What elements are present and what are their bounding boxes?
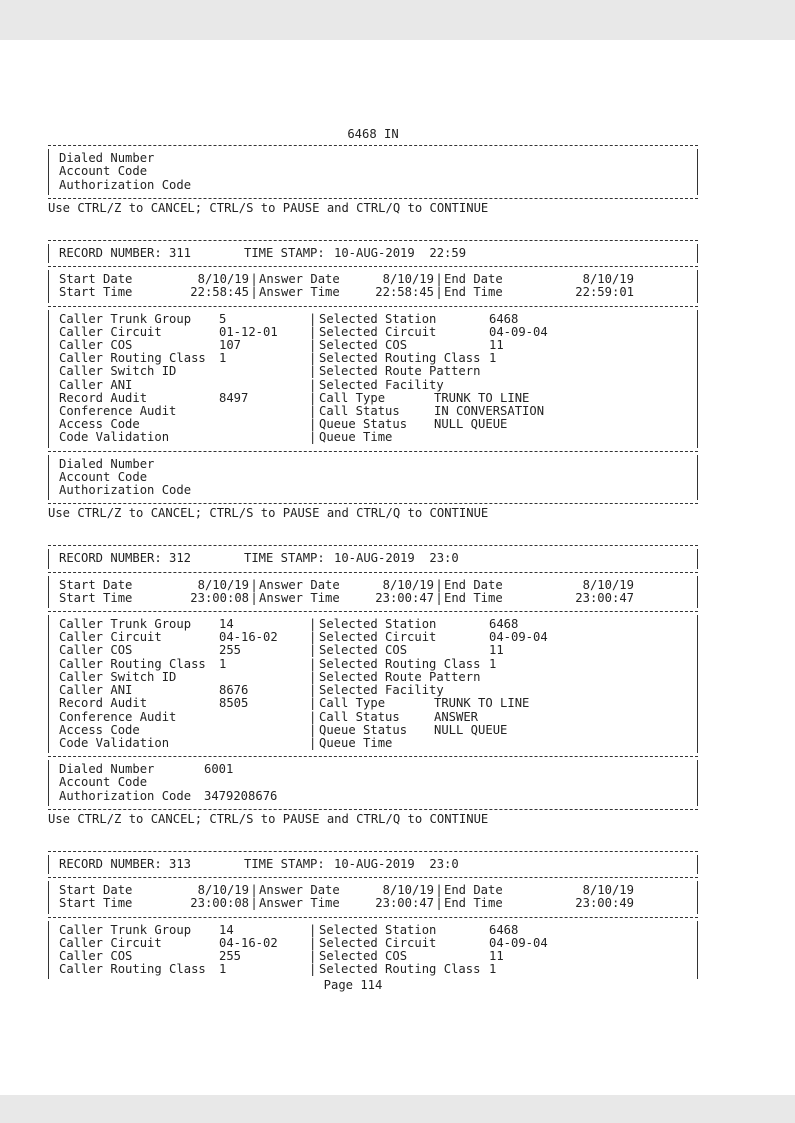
caller-field-label: Caller Routing Class (59, 351, 206, 366)
selected-field-value: NULL QUEUE (434, 722, 508, 737)
separator: | (309, 430, 317, 445)
field-row (59, 937, 687, 950)
rule (48, 451, 698, 452)
field-row (59, 924, 687, 937)
selected-field-value: 1 (489, 351, 497, 366)
selected-field-value: IN CONVERSATION (434, 404, 545, 419)
caller-field-label: Caller Circuit (59, 935, 162, 950)
selected-field-label: Queue Status (319, 722, 408, 737)
end_date-value: 8/10/19 (582, 577, 634, 592)
start_time-value: 22:58:45 (190, 285, 249, 300)
record-header-box (48, 855, 698, 874)
separator: | (309, 722, 317, 737)
selected-field-label: Selected Station (319, 922, 437, 937)
separator: | (309, 683, 317, 698)
record-number-label: RECORD NUMBER: (59, 551, 162, 566)
dates-box (48, 576, 698, 608)
fields-box (48, 310, 698, 448)
separator: | (309, 364, 317, 379)
start_time-label: Start Time (59, 285, 133, 300)
end_date-value: 8/10/19 (582, 272, 634, 287)
caller-field-value: 8497 (219, 390, 249, 405)
selected-field-label: Selected Route Pattern (319, 669, 481, 684)
record-number-label: RECORD NUMBER: (59, 856, 162, 871)
caller-field-label: Caller Trunk Group (59, 617, 192, 632)
caller-field-value: 8505 (219, 696, 249, 711)
page-number: Page 114 (323, 978, 383, 993)
start_date-value: 8/10/19 (197, 883, 249, 898)
selected-field-value: 6468 (489, 311, 519, 326)
field-row (59, 658, 687, 671)
caller-field-label: Caller Circuit (59, 630, 162, 645)
selected-field-label: Queue Status (319, 417, 408, 432)
caller-field-value: 01-12-01 (219, 324, 278, 339)
selected-field-value: TRUNK TO LINE (434, 696, 530, 711)
selected-field-value (489, 365, 559, 378)
selected-field-label: Selected Station (319, 617, 437, 632)
caller-field-label: Caller Switch ID (59, 669, 177, 684)
caller-field-value (219, 431, 309, 444)
separator: | (435, 883, 443, 898)
selected-field-value: 11 (489, 643, 504, 658)
field-row (59, 711, 687, 724)
separator: | (309, 324, 317, 339)
caller-field-label: Access Code (59, 722, 140, 737)
report-header: 6468 IN (347, 127, 399, 141)
account-code-label: Account Code (59, 469, 148, 484)
record-number-label: RECORD NUMBER: (59, 246, 162, 261)
separator: | (309, 311, 317, 326)
selected-field-value: 04-09-04 (489, 935, 548, 950)
start_date-label: Start Date (59, 272, 133, 287)
selected-field-label: Call Status (319, 404, 400, 419)
separator: | (309, 617, 317, 632)
selected-field-label: Selected Station (319, 311, 437, 326)
caller-field-label: Record Audit (59, 696, 148, 711)
record-header (59, 247, 687, 260)
caller-field-value (219, 418, 309, 431)
rule (48, 877, 698, 878)
caller-field-label: Caller Trunk Group (59, 922, 192, 937)
end_time-label: End Time (444, 590, 503, 605)
separator: | (309, 922, 317, 937)
start_date-label: Start Date (59, 577, 133, 592)
caller-field-label: Caller Routing Class (59, 656, 206, 671)
time-stamp-value: 10-AUG-2019 22:59 (334, 246, 467, 261)
auth-row (59, 790, 687, 803)
selected-field-label: Selected COS (319, 338, 408, 353)
record-gap (48, 830, 698, 848)
report-body (48, 128, 698, 993)
dialed-row (59, 763, 687, 776)
answer_date-label: Answer Date (259, 272, 340, 287)
auth-row (59, 484, 687, 497)
separator: | (309, 630, 317, 645)
caller-field-label: Caller COS (59, 948, 133, 963)
caller-field-label: Caller ANI (59, 683, 133, 698)
selected-field-value (434, 431, 679, 444)
caller-field-value: 107 (219, 338, 242, 353)
separator: | (435, 272, 443, 287)
start_date-label: Start Date (59, 883, 133, 898)
selected-field-value: 11 (489, 338, 504, 353)
dialed-block-top (48, 149, 698, 195)
selected-field-value: NULL QUEUE (434, 417, 508, 432)
dialed-number-value: 6001 (204, 762, 234, 777)
separator: | (309, 656, 317, 671)
caller-field-value (219, 737, 309, 750)
selected-field-label: Selected COS (319, 643, 408, 658)
selected-field-label: Selected Routing Class (319, 351, 481, 366)
field-row (59, 697, 687, 710)
caller-field-value: 14 (219, 922, 234, 937)
start_time-label: Start Time (59, 590, 133, 605)
rule (48, 240, 698, 241)
field-row (59, 365, 687, 378)
dialed-number-label: Dialed Number (59, 456, 155, 471)
caller-field-label: Access Code (59, 417, 140, 432)
selected-field-value: 6468 (489, 922, 519, 937)
field-row (59, 644, 687, 657)
caller-field-label: Code Validation (59, 735, 170, 750)
separator: | (309, 404, 317, 419)
separator: | (309, 709, 317, 724)
selected-field-value: 6468 (489, 617, 519, 632)
end_date-label: End Date (444, 577, 503, 592)
end_time-label: End Time (444, 896, 503, 911)
ctrl-instructions: Use CTRL/Z to CANCEL; CTRL/S to PAUSE and CTRL/Q to CONTINUE (48, 811, 489, 826)
caller-field-value: 8676 (219, 683, 249, 698)
answer_date-value: 8/10/19 (382, 577, 434, 592)
selected-field-label: Selected COS (319, 948, 408, 963)
separator: | (250, 272, 258, 287)
caller-field-label: Caller Routing Class (59, 962, 206, 977)
caller-field-label: Record Audit (59, 390, 148, 405)
dialed-block (48, 455, 698, 501)
rule (48, 306, 698, 307)
selected-field-value: 1 (489, 962, 497, 977)
end_time-label: End Time (444, 285, 503, 300)
separator: | (250, 896, 258, 911)
caller-field-value (219, 711, 309, 724)
caller-field-value (219, 365, 309, 378)
account-code-label: Account Code (59, 164, 148, 179)
end_time-value: 23:00:49 (575, 896, 634, 911)
selected-field-value: 11 (489, 948, 504, 963)
time-stamp-value: 10-AUG-2019 23:0 (334, 856, 459, 871)
caller-field-label: Caller Switch ID (59, 364, 177, 379)
selected-field-value: TRUNK TO LINE (434, 390, 530, 405)
field-row (59, 313, 687, 326)
end_time-value: 22:59:01 (575, 285, 634, 300)
start_time-label: Start Time (59, 896, 133, 911)
separator: | (250, 590, 258, 605)
separator: | (435, 590, 443, 605)
dates-row (59, 592, 687, 605)
caller-field-value (219, 724, 309, 737)
start_date-value: 8/10/19 (197, 272, 249, 287)
answer_time-label: Answer Time (259, 896, 340, 911)
caller-field-value: 1 (219, 656, 227, 671)
rule (48, 611, 698, 612)
separator: | (309, 643, 317, 658)
caller-field-value: 04-16-02 (219, 935, 278, 950)
time-stamp-label: TIME STAMP: (244, 246, 325, 261)
selected-field-value: ANSWER (434, 709, 479, 724)
dialed-row (59, 458, 687, 471)
caller-field-value: 14 (219, 617, 234, 632)
caller-field-label: Caller ANI (59, 377, 133, 392)
caller-field-label: Caller COS (59, 338, 133, 353)
field-row (59, 963, 687, 976)
selected-field-label: Queue Time (319, 430, 393, 445)
record-header (59, 552, 687, 565)
rule (48, 572, 698, 573)
caller-field-value (219, 379, 309, 392)
record-number-value: 312 (169, 551, 192, 566)
dates-box (48, 270, 698, 302)
selected-field-label: Selected Facility (319, 683, 444, 698)
field-row (59, 431, 687, 444)
caller-field-label: Conference Audit (59, 709, 177, 724)
selected-field-label: Selected Facility (319, 377, 444, 392)
time-stamp-value: 10-AUG-2019 23:0 (334, 551, 459, 566)
fields-box (48, 921, 698, 980)
rule (48, 917, 698, 918)
separator: | (250, 577, 258, 592)
ctrl-instructions: Use CTRL/Z to CANCEL; CTRL/S to PAUSE and CTRL/Q to CONTINUE (48, 200, 489, 215)
authorization-code-label: Authorization Code (59, 788, 192, 803)
selected-field-label: Selected Route Pattern (319, 364, 481, 379)
selected-field-label: Call Type (319, 390, 386, 405)
separator: | (309, 735, 317, 750)
separator: | (309, 669, 317, 684)
dates-row (59, 579, 687, 592)
separator: | (309, 351, 317, 366)
separator: | (309, 377, 317, 392)
page-sheet (0, 40, 795, 1095)
ctrl-instructions: Use CTRL/Z to CANCEL; CTRL/S to PAUSE and CTRL/Q to CONTINUE (48, 506, 489, 521)
caller-field-value: 1 (219, 962, 227, 977)
caller-field-value: 255 (219, 948, 242, 963)
rule (48, 756, 698, 757)
selected-field-label: Selected Circuit (319, 324, 437, 339)
field-row (59, 737, 687, 750)
separator: | (309, 948, 317, 963)
end_date-value: 8/10/19 (582, 883, 634, 898)
separator: | (435, 896, 443, 911)
rule (48, 809, 698, 810)
dates-row (59, 286, 687, 299)
time-stamp-label: TIME STAMP: (244, 856, 325, 871)
selected-field-label: Selected Routing Class (319, 656, 481, 671)
caller-field-value (219, 405, 309, 418)
selected-field-value: 04-09-04 (489, 630, 548, 645)
record-header-box (48, 244, 698, 263)
caller-field-label: Code Validation (59, 430, 170, 445)
answer_time-value: 23:00:47 (375, 896, 434, 911)
start_time-value: 23:00:08 (190, 590, 249, 605)
selected-field-label: Call Status (319, 709, 400, 724)
caller-field-label: Caller COS (59, 643, 133, 658)
rule (48, 503, 698, 504)
answer_time-value: 23:00:47 (375, 590, 434, 605)
time-stamp-label: TIME STAMP: (244, 551, 325, 566)
separator: | (309, 696, 317, 711)
record-number-value: 311 (169, 246, 192, 261)
caller-field-label: Caller Trunk Group (59, 311, 192, 326)
answer_date-value: 8/10/19 (382, 272, 434, 287)
answer_date-label: Answer Date (259, 883, 340, 898)
selected-field-value (489, 379, 559, 392)
end_date-label: End Date (444, 883, 503, 898)
separator: | (309, 338, 317, 353)
answer_time-label: Answer Time (259, 590, 340, 605)
record-gap (48, 219, 698, 237)
rule (48, 545, 698, 546)
end_date-label: End Date (444, 272, 503, 287)
account-row (59, 776, 687, 789)
answer_date-label: Answer Date (259, 577, 340, 592)
field-row (59, 379, 687, 392)
answer_time-value: 22:58:45 (375, 285, 434, 300)
separator: | (250, 883, 258, 898)
separator: | (309, 417, 317, 432)
rule (48, 851, 698, 852)
separator: | (435, 285, 443, 300)
selected-field-value (489, 671, 559, 684)
caller-field-value: 5 (219, 311, 227, 326)
selected-field-label: Selected Circuit (319, 630, 437, 645)
selected-field-label: Queue Time (319, 735, 393, 750)
dialed-block (48, 760, 698, 806)
selected-field-label: Call Type (319, 696, 386, 711)
dates-box (48, 881, 698, 913)
fields-box (48, 615, 698, 753)
selected-field-value: 04-09-04 (489, 324, 548, 339)
end_time-value: 23:00:47 (575, 590, 634, 605)
selected-field-value (434, 737, 679, 750)
answer_time-label: Answer Time (259, 285, 340, 300)
dialed-number-label: Dialed Number (59, 151, 155, 166)
dialed-number-label: Dialed Number (59, 762, 155, 777)
dates-row (59, 897, 687, 910)
record-gap (48, 524, 698, 542)
caller-field-value: 1 (219, 351, 227, 366)
authorization-code-label: Authorization Code (59, 483, 192, 498)
record-number-value: 313 (169, 856, 192, 871)
authorization-code-value: 3479208676 (204, 788, 278, 803)
record-header (59, 858, 687, 871)
start_date-value: 8/10/19 (197, 577, 249, 592)
field-row (59, 724, 687, 737)
record-header-box (48, 549, 698, 568)
separator: | (435, 577, 443, 592)
selected-field-value: 1 (489, 656, 497, 671)
account-code-label: Account Code (59, 775, 148, 790)
answer_date-value: 8/10/19 (382, 883, 434, 898)
separator: | (250, 285, 258, 300)
caller-field-label: Conference Audit (59, 404, 177, 419)
separator: | (309, 390, 317, 405)
authorization-code-label: Authorization Code (59, 177, 192, 192)
start_time-value: 23:00:08 (190, 896, 249, 911)
caller-field-label: Caller Circuit (59, 324, 162, 339)
selected-field-label: Selected Routing Class (319, 962, 481, 977)
separator: | (309, 962, 317, 977)
separator: | (309, 935, 317, 950)
caller-field-value: 04-16-02 (219, 630, 278, 645)
caller-field-value: 255 (219, 643, 242, 658)
selected-field-label: Selected Circuit (319, 935, 437, 950)
rule (48, 266, 698, 267)
